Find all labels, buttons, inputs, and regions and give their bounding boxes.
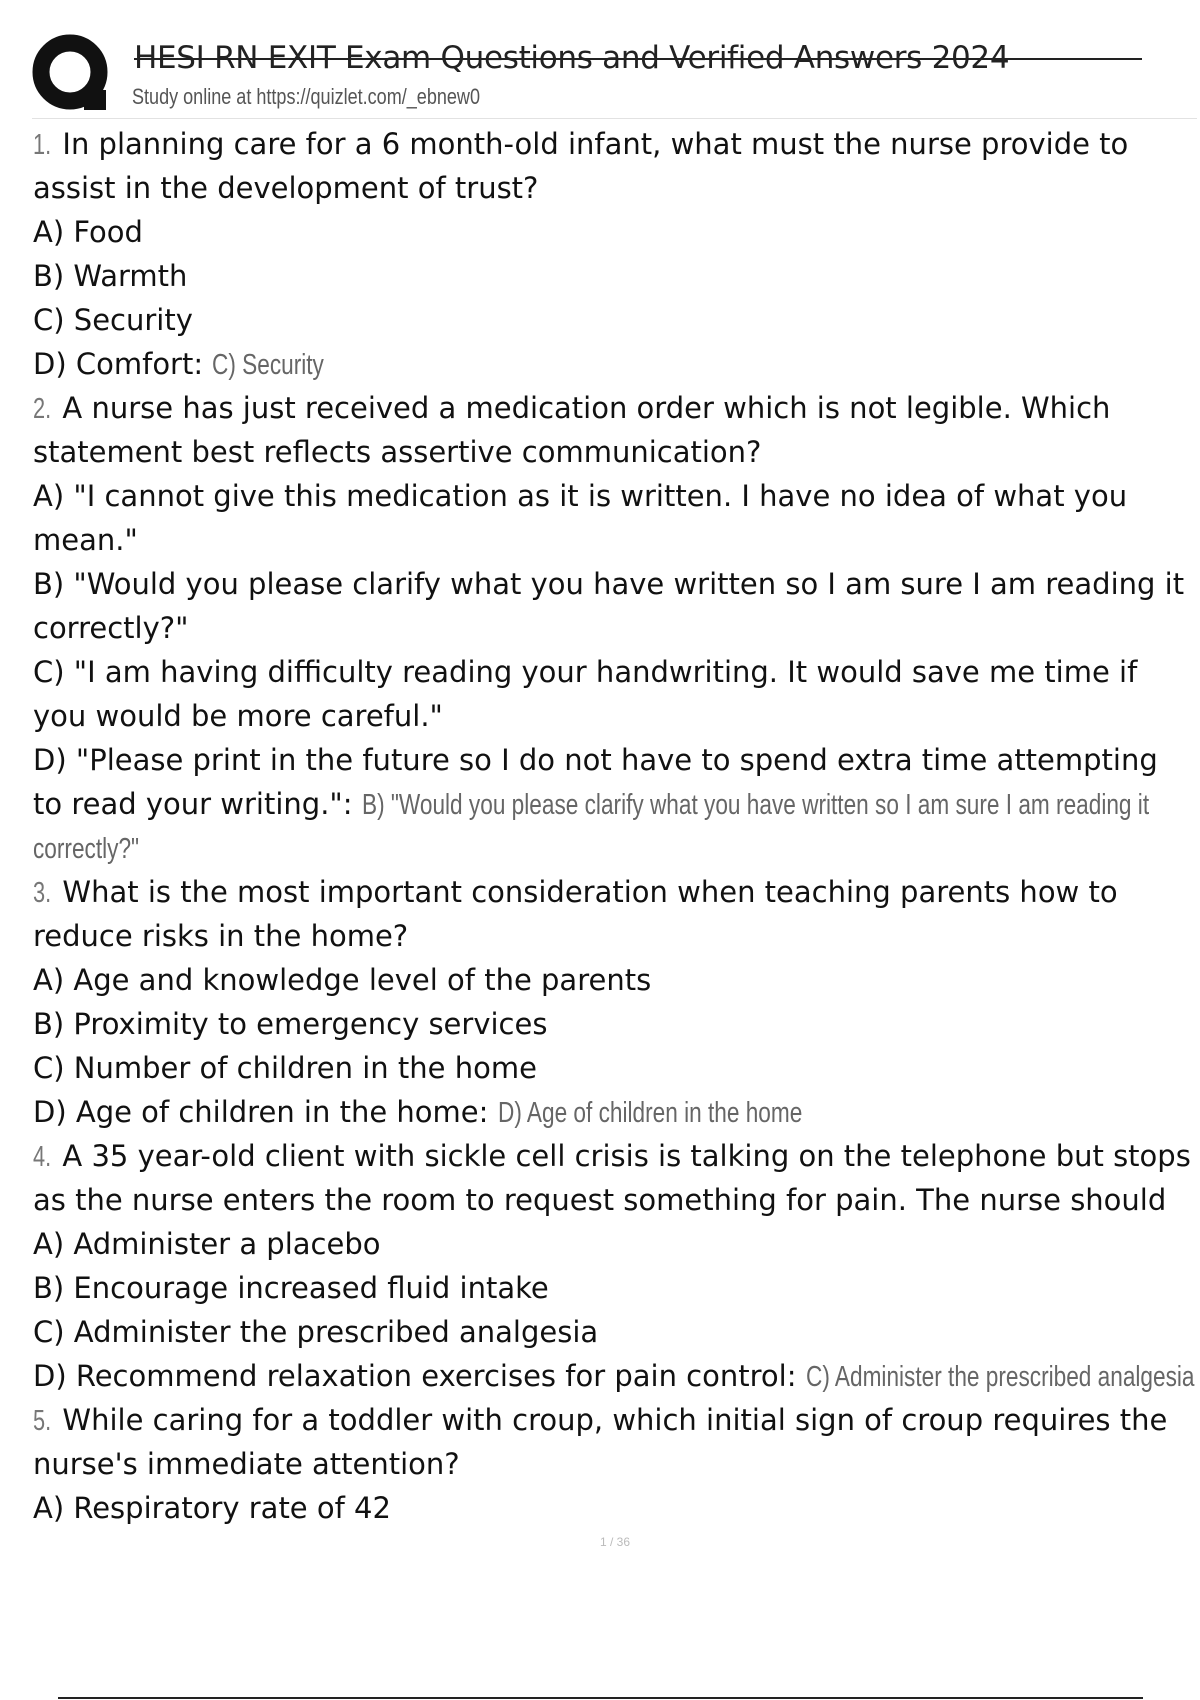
question-2-stem [33,386,1200,430]
question-text: A 35 year-old client with sickle cell crisis is talking on the telephone but stops [62,1139,1191,1173]
question-3-option-c: C) Number of children in the home [33,1051,537,1085]
option-text: to read your writing.": [33,787,353,821]
question-1-stem-cont [33,166,1200,210]
question-3-option-d [33,1090,1200,1134]
question-4-stem-cont [33,1178,1200,1222]
question-number: 5. [33,1405,52,1437]
document-header [32,30,1142,120]
question-4-answer: C) Administer the prescribed analgesia [805,1361,1195,1393]
option-text: D) Age of children in the home: [33,1095,489,1129]
question-1-answer: C) Security [212,349,325,381]
question-2-option-c-cont: you would be more careful." [33,699,443,733]
question-1-option-c: C) Security [33,303,193,337]
question-2-option-c: C) "I am having difficulty reading your handwriting. It would save me time if [33,655,1138,689]
question-text: A nurse has just received a medication order which is not legible. Which [62,391,1111,425]
question-2-option-b-cont: correctly?" [33,611,189,645]
question-2-stem-cont [33,430,1200,474]
question-2-option-b: B) "Would you please clarify what you have written so I am sure I am reading it [33,567,1185,601]
question-4-option-c: C) Administer the prescribed analgesia [33,1315,599,1349]
question-4-stem [33,1134,1200,1178]
question-1-option-d [33,342,1200,386]
footer-rule [58,1697,1143,1699]
question-text: In planning care for a 6 month-old infant, what must the nurse provide to [62,127,1129,161]
question-2-answer-cont [33,826,1200,870]
question-2-answer: B) "Would you please clarify what you have written so I am sure I am reading it [361,789,1149,821]
question-2-option-d-cont [33,782,1200,826]
question-3-option-b: B) Proximity to emergency services [33,1007,548,1041]
header-divider [32,118,1197,119]
question-3-answer: D) Age of children in the home [497,1097,802,1129]
question-3-stem-cont [33,914,1200,958]
question-text: reduce risks in the home? [33,919,409,953]
option-text: D) Recommend relaxation exercises for pain control: [33,1359,797,1393]
question-2-option-a: A) "I cannot give this medication as it is written. I have no idea of what you [33,479,1128,513]
question-text: What is the most important consideration when teaching parents how to [62,875,1118,909]
question-4-option-b: B) Encourage increased fluid intake [33,1271,549,1305]
question-number: 3. [33,877,52,909]
question-text: nurse's immediate attention? [33,1447,460,1481]
question-1-option-b: B) Warmth [33,259,188,293]
quizlet-logo-icon [32,34,114,116]
question-5-stem-cont [33,1442,1200,1486]
question-1-option-a: A) Food [33,215,143,249]
question-3-stem [33,870,1200,914]
question-4-option-a: A) Administer a placebo [33,1227,381,1261]
question-4-option-d [33,1354,1200,1398]
question-1-stem [33,122,1200,166]
question-2-option-d: D) "Please print in the future so I do not have to spend extra time attempting [33,743,1158,777]
question-number: 1. [33,129,52,161]
question-number: 2. [33,393,52,425]
question-3-option-a: A) Age and knowledge level of the parents [33,963,652,997]
answer-text: correctly?" [33,833,140,865]
page-number: 1 / 36 [600,1535,631,1549]
question-5-option-a: A) Respiratory rate of 42 [33,1491,391,1525]
option-text: D) Comfort: [33,347,204,381]
question-list [33,122,1200,1530]
question-text: statement best reflects assertive communication? [33,435,762,469]
question-number: 4. [33,1141,52,1173]
question-text: While caring for a toddler with croup, which initial sign of croup requires the [62,1403,1168,1437]
question-text: as the nurse enters the room to request something for pain. The nurse should [33,1183,1167,1217]
document-title: HESI RN EXIT Exam Questions and Verified Answers 2024 [134,40,1010,76]
question-2-option-a-cont: mean." [33,523,138,557]
study-online-link-text: Study online at https://quizlet.com/_ebnew0 [132,84,480,109]
question-text: assist in the development of trust? [33,171,539,205]
question-5-stem [33,1398,1200,1442]
